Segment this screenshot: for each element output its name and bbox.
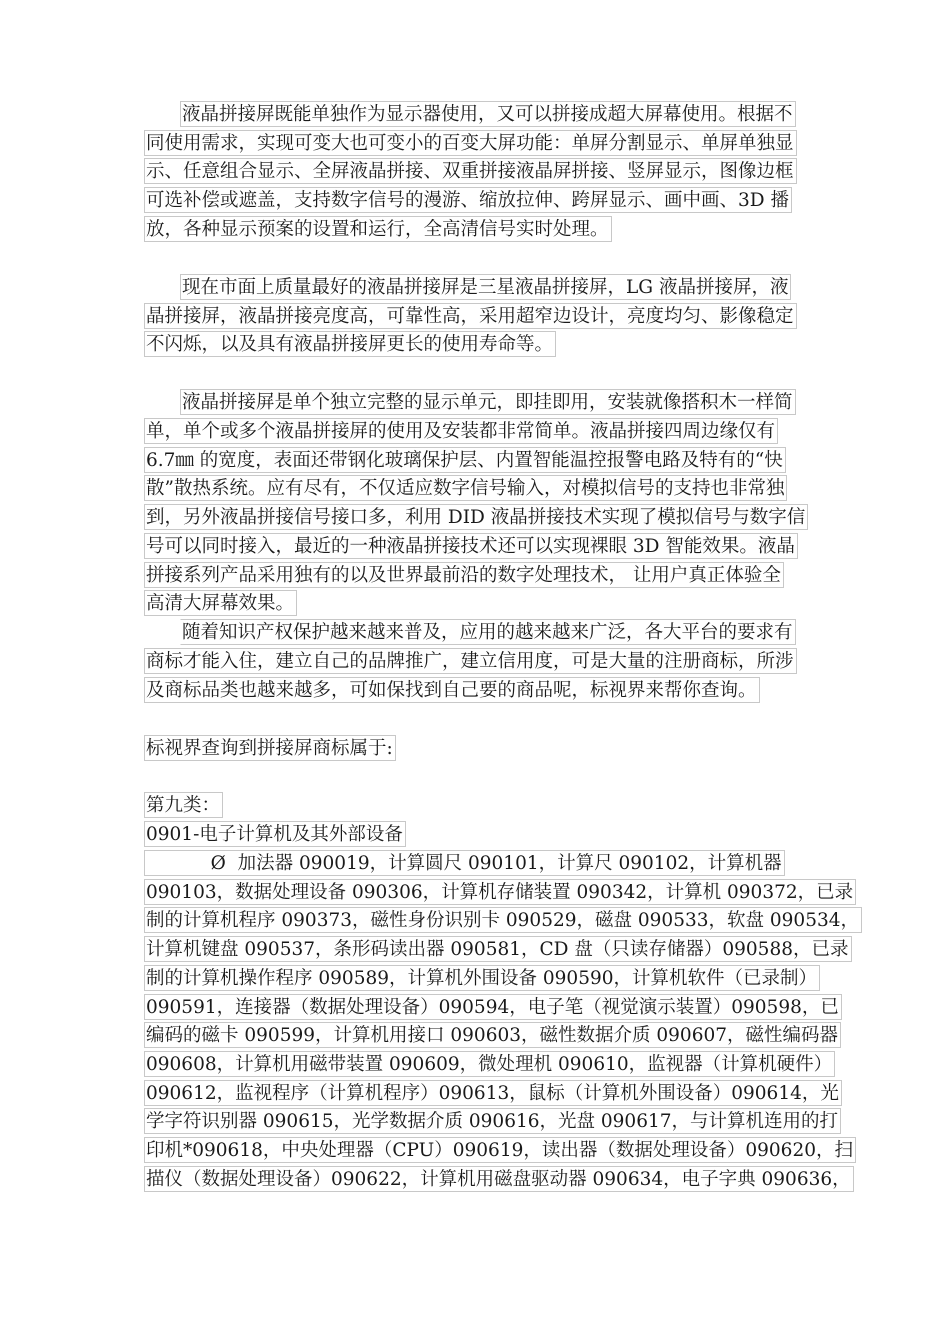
text-line: 同使用需求，实现可变大也可变小的百变大屏功能：单屏分割显示、单屏单独显 xyxy=(144,130,797,156)
text-line: 放，各种显示预案的设置和运行，全高清信号实时处理。 xyxy=(144,216,612,242)
list-item: 编码的磁卡 090599，计算机用接口 090603，磁性数据介质 090607，磁性编码器 xyxy=(144,1022,841,1048)
list-item: 090103，数据处理设备 090306，计算机存储装置 090342，计算机 090372，已录 xyxy=(144,879,856,905)
class-heading: 第九类： xyxy=(144,792,223,818)
text-line: 散”散热系统。应有尽有，不仅适应数字信号输入，对模拟信号的支持也非常独 xyxy=(144,475,787,501)
text-line: 号可以同时接入，最近的一种液晶拼接技术还可以实现裸眼 3D 智能效果。液晶 xyxy=(144,533,798,559)
text-line: 可选补偿或遮盖，支持数字信号的漫游、缩放拉伸、跨屏显示、画中画、3D 播 xyxy=(144,187,792,213)
text-line: 6.7㎜ 的宽度，表面还带钢化玻璃保护层、内置智能温控报警电路及特有的“快 xyxy=(144,447,786,473)
text-line: 液晶拼接屏是单个独立完整的显示单元，即挂即用，安装就像搭积木一样简 xyxy=(180,389,796,415)
list-item: 学字符识别器 090615，光学数据介质 090616，光盘 090617，与计算机连用的打 xyxy=(144,1108,841,1134)
list-item: 制的计算机程序 090373，磁性身份识别卡 090529，磁盘 090533，软盘 090534， xyxy=(144,907,862,933)
list-item: Ø 加法器 090019，计算圆尺 090101，计算尺 090102，计算机器 xyxy=(144,850,785,876)
text-line: 晶拼接屏，液晶拼接亮度高，可靠性高，采用超窄边设计，亮度均匀、影像稳定 xyxy=(144,303,797,329)
list-item: 制的计算机操作程序 090589，计算机外围设备 090590，计算机软件（已录制） xyxy=(144,965,820,991)
text-line: 及商标品类也越来越多，可如保找到自己要的商品呢，标视界来帮你查询。 xyxy=(144,677,760,703)
list-item: 090591，连接器（数据处理设备）090594，电子笔（视觉演示装置）090598，已 xyxy=(144,994,842,1020)
text-line: 拼接系列产品采用独有的以及世界最前沿的数字处理技术， 让用户真正体验全 xyxy=(144,562,784,588)
text-line: 商标才能入住，建立自己的品牌推广，建立信用度，可是大量的注册商标，所涉 xyxy=(144,648,797,674)
subclass-heading: 0901-电子计算机及其外部设备 xyxy=(144,821,406,847)
text-line: 现在市面上质量最好的液晶拼接屏是三星液晶拼接屏，LG 液晶拼接屏，液 xyxy=(180,274,791,300)
list-item: 印机*090618，中央处理器（CPU）090619，读出器（数据处理设备）090620，扫 xyxy=(144,1137,856,1163)
text-line: 不闪烁，以及具有液晶拼接屏更长的使用寿命等。 xyxy=(144,331,556,357)
text-line: 高清大屏幕效果。 xyxy=(144,590,297,616)
list-item: 描仪（数据处理设备）090622，计算机用磁盘驱动器 090634，电子字典 090636， xyxy=(144,1166,854,1192)
list-item: 090612，监视程序（计算机程序）090613，鼠标（计算机外围设备）090614，光 xyxy=(144,1080,842,1106)
text-line: 单，单个或多个液晶拼接屏的使用及安装都非常简单。液晶拼接四周边缘仅有 xyxy=(144,418,778,444)
query-heading: 标视界查询到拼接屏商标属于: xyxy=(144,735,396,761)
text-line: 液晶拼接屏既能单独作为显示器使用，又可以拼接成超大屏幕使用。根据不 xyxy=(180,101,796,127)
text-line: 示、任意组合显示、全屏液晶拼接、双重拼接液晶屏拼接、竖屏显示，图像边框 xyxy=(144,158,797,184)
text-line: 到，另外液晶拼接信号接口多，利用 DID 液晶拼接技术实现了模拟信号与数字信 xyxy=(144,504,808,530)
list-item: 090608，计算机用磁带装置 090609，微处理机 090610，监视器（计算机硬件） xyxy=(144,1051,835,1077)
list-item: 计算机键盘 090537，条形码读出器 090581，CD 盘（只读存储器）090588，已录 xyxy=(144,936,852,962)
text-line: 随着知识产权保护越来越来普及，应用的越来越来广泛，各大平台的要求有 xyxy=(180,619,796,645)
